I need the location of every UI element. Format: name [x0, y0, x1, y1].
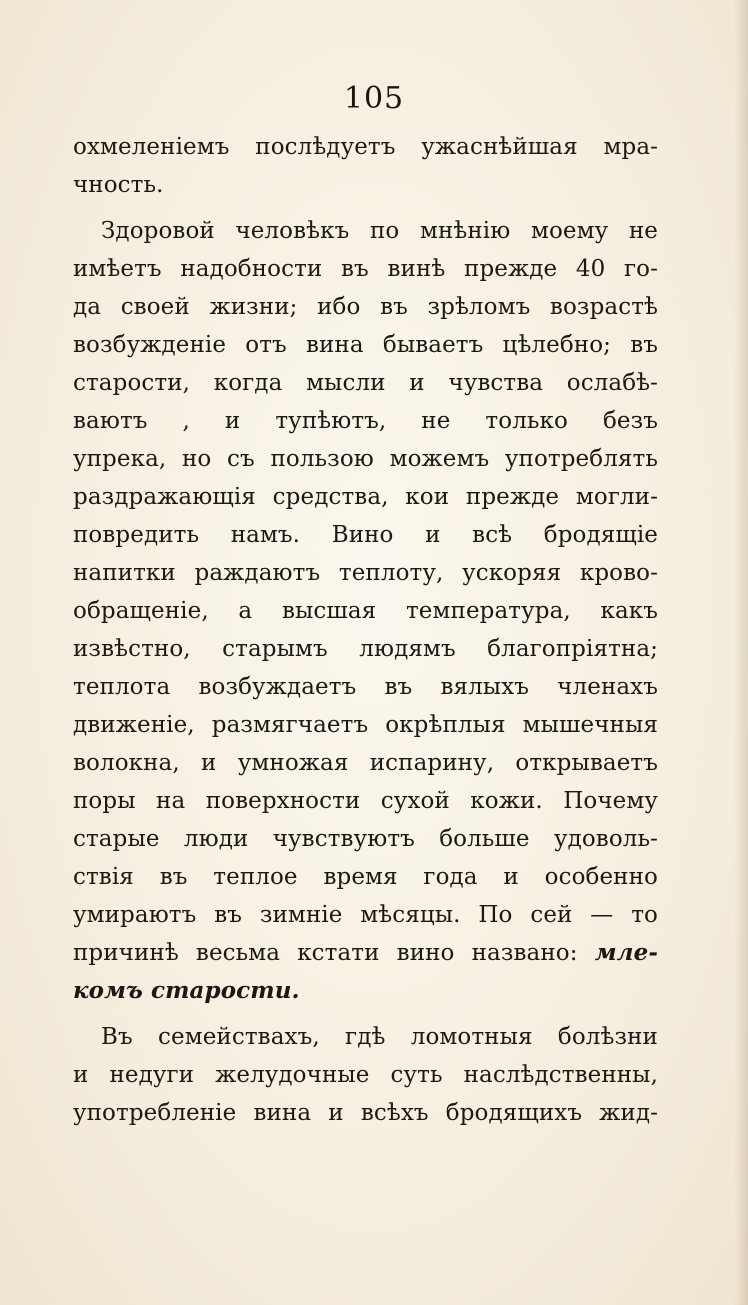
- text-line-22-text: причинѣ весьма кстати вино названо:: [73, 940, 578, 966]
- text-line-15: теплота возбуждаетъ въ вялыхъ членахъ: [73, 674, 658, 700]
- text-line-26: употребленіе вина и всѣхъ бродящихъ жид-: [73, 1100, 658, 1126]
- text-line-21: умираютъ въ зимніе мѣсяцы. По сей — то: [73, 902, 658, 928]
- text-line-8: ваютъ , и тупѣютъ, не только безъ: [73, 408, 658, 434]
- text-line-1: охмеленіемъ послѣдуетъ ужаснѣйшая мра-: [73, 134, 658, 160]
- text-line-25: и недуги желудочные суть наслѣдственны,: [73, 1062, 658, 1088]
- text-line-7: старости, когда мысли и чувства ослабѣ-: [73, 370, 658, 396]
- text-line-6: возбужденіе отъ вина бываетъ цѣлебно; въ: [73, 332, 658, 358]
- text-line-19: старые люди чувствуютъ больше удоволь-: [73, 826, 658, 852]
- text-line-3: Здоровой человѣкъ по мнѣнію моему не: [101, 218, 658, 244]
- text-line-16: движеніе, размягчаетъ окрѣплыя мышечныя: [73, 712, 658, 738]
- text-line-4: имѣетъ надобности въ винѣ прежде 40 го-: [73, 256, 658, 282]
- text-line-9: упрека, но съ пользою можемъ употреблять: [73, 446, 658, 472]
- text-line-2: чность.: [73, 172, 164, 198]
- text-line-17: волокна, и умножая испарину, открываетъ: [73, 750, 658, 776]
- italic-phrase-1: мле-: [594, 939, 658, 966]
- page-number: 105: [343, 81, 405, 116]
- text-line-24: Въ семействахъ, гдѣ ломотныя болѣзни: [101, 1024, 658, 1050]
- text-line-14: извѣстно, старымъ людямъ благопріятна;: [73, 636, 658, 662]
- body-text: [73, 128, 658, 1132]
- text-line-13: обращеніе, а высшая температура, какъ: [73, 598, 658, 624]
- text-line-12: напитки раждаютъ теплоту, ускоряя крово-: [73, 560, 658, 586]
- text-line-10: раздражающія средства, кои прежде могли-: [73, 484, 658, 510]
- text-line-22: [73, 934, 658, 972]
- text-line-5: да своей жизни; ибо въ зрѣломъ возрастѣ: [73, 294, 658, 320]
- text-line-23: комъ старости.: [73, 977, 300, 1004]
- page-edge-shadow: [734, 0, 748, 1305]
- text-line-18: поры на поверхности сухой кожи. Почему: [73, 788, 658, 814]
- text-line-20: ствія въ теплое время года и особенно: [73, 864, 658, 890]
- text-line-11: повредить намъ. Вино и всѣ бродящіе: [73, 522, 658, 548]
